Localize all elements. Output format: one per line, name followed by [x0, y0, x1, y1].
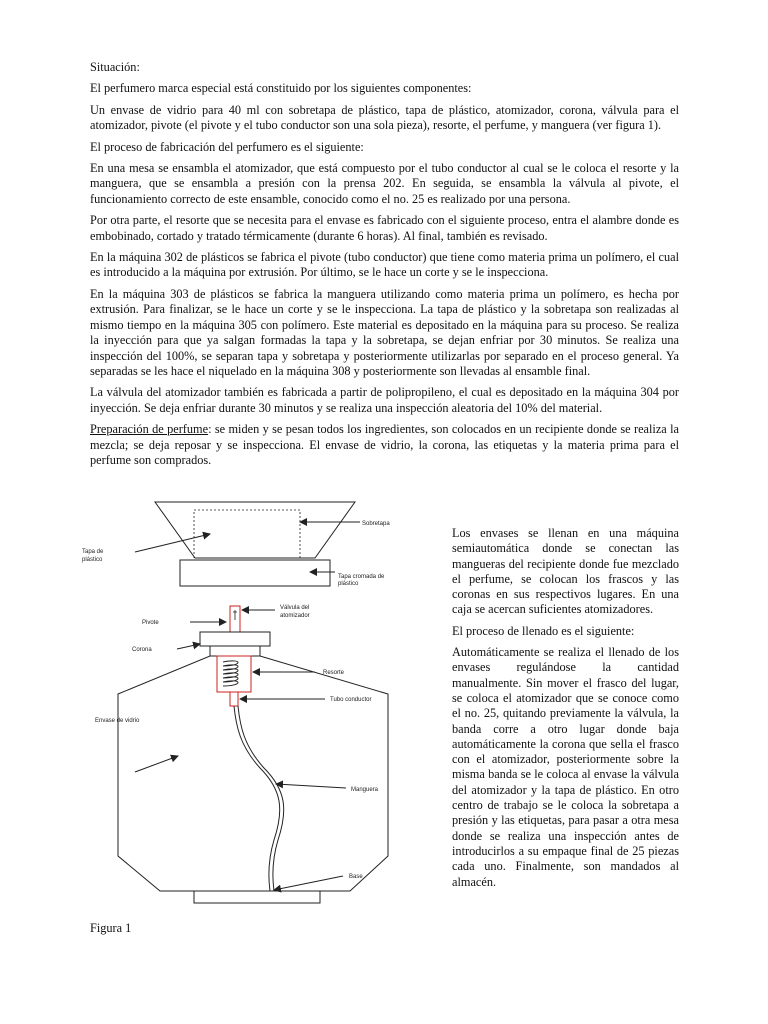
spring-coil: [223, 661, 238, 686]
arrow-crown: [177, 644, 200, 649]
side-text: [452, 526, 679, 896]
label-valvula-2: atomizador: [280, 613, 310, 619]
figure-1-diagram: [60, 490, 460, 910]
paragraph: Un envase de vidrio para 40 ml con sobretapa de plástico, tapa de plástico, atomizador, corona, válvula para el atomizador, pivote (el pivote y el tubo conductor son una sola pieza), resorte, el perfume, y manguera (ver figura 1).: [90, 102, 679, 133]
label-pivote: Pivote: [142, 620, 159, 626]
crown-neck: [210, 646, 260, 656]
main-text: [90, 60, 679, 474]
perfume-bottle-diagram: [60, 490, 460, 910]
tube-shape: [230, 692, 238, 706]
figure-caption: Figura 1: [90, 921, 132, 935]
label-valvula-1: Válvula del: [280, 605, 310, 611]
preparation-label: Preparación de perfume: [90, 422, 209, 437]
label-envase: Envase de vidrio: [95, 718, 140, 724]
glass-bottle-shape: [118, 656, 388, 891]
crown-shape: [200, 632, 270, 646]
heading: Situación:: [90, 60, 140, 74]
label-tapa-cromada-2: plástico: [338, 581, 359, 587]
label-tapa-plastico-2: plástico: [82, 557, 103, 563]
label-corona: Corona: [132, 647, 152, 653]
label-tubo-conductor: Tubo conductor: [330, 697, 372, 703]
label-manguera: Manguera: [351, 787, 379, 793]
plastic-cap-shape: [180, 560, 330, 586]
label-tapa-plastico-1: Tapa de: [82, 549, 104, 555]
paragraph: La válvula del atomizador también es fabricada a partir de polipropileno, el cual es depositado en la máquina 304 por inyección. Se deja enfriar durante 30 minutos y se realiza una inspección aleatoria del 10% del material.: [90, 385, 679, 415]
paragraph: En una mesa se ensambla el atomizador, que está compuesto por el tubo conductor al cual se le coloca el resorte y la manguera, que se ensambla a presión con la prensa 202. En seguida, se ensambla la válvula al pivote, el funcionamiento correcto de este ensamble, conocido como el no. 25 es realizado por una persona.: [90, 161, 679, 206]
hose-line-1: [234, 706, 280, 891]
base-shape: [194, 891, 320, 903]
arrow-hose: [276, 784, 346, 788]
paragraph: El proceso de fabricación del perfumero es el siguiente:: [90, 139, 364, 154]
paragraph: En la máquina 303 de plásticos se fabrica la manguera utilizando como materia prima un polímero, es hecha por extrusión. Para finalizar, se le hace un corte y se le inspecciona. La tapa de plástico y la sobretapa son realizadas al mismo tiempo en la máquina 305 con polímero. Este material es depositado en la máquina para su proceso. Se realiza la inyección para que ya salgan formadas la tapa y la sobretapa, se dejan enfriar por 30 minutos. Se realiza una inspección del 100%, se separan tapa y sobretapa y posteriormente utilizarlas por separado en el proceso general. Ya separadas se les hace el niquelado en la máquina 308 y posteriormente son llevadas al ensamble final.: [90, 286, 679, 378]
side-paragraph: El proceso de llenado es el siguiente:: [452, 623, 635, 638]
arrow-plastic-cap: [135, 534, 210, 552]
hose-line-2: [238, 706, 284, 891]
paragraph: Por otra parte, el resorte que se necesita para el envase es fabricado con el siguiente proceso, entra el alambre donde es embobinado, cortado y tratado térmicamente (durante 6 horas). Al final, también es revisado.: [90, 213, 679, 243]
preparation-text: : se miden y se pesan todos los ingredientes, son colocados en un recipiente donde se realiza la mezcla; se deja reposar y se inspecciona. El envase de vidrio, la corona, las etiquetas y la materia prima para el perfume son comprados.: [90, 422, 679, 467]
side-paragraph: Los envases se llenan en una máquina semiautomática donde se conectan las mangueras del recipiente donde fue mezclado el perfume, se colocan los frascos y las coronas en sus respectivos lugares. En una caja se acercan suficientes atomizadores.: [452, 526, 679, 617]
arrow-base: [274, 876, 343, 890]
label-sobretapa: Sobretapa: [362, 521, 390, 527]
side-paragraph: Automáticamente se realiza el llenado de los envases regulándose la cantidad manualmente. Sin mover el frasco del lugar, se coloca el atomizador que se conoce como el no. 25, quitando previamente la válvula, la banda corre a otro lugar donde baja automáticamente la corona que sella el frasco con el atomizador, posteriormente sobre la misma banda se le coloca al envase la válvula del atomizador y la tapa de plástico. En otro centro de trabajo se le coloca la sobretapa a presión y las etiquetas, para pasar a otra mesa donde se realiza una inspección antes de introducirlos a su empaque final de 25 piezas cada uno. Finalmente, son mandados al almacén.: [452, 645, 679, 889]
paragraph: El perfumero marca especial está constituido por los siguientes componentes:: [90, 81, 472, 96]
label-base: Base: [349, 874, 363, 880]
arrow-bottle: [135, 756, 178, 772]
label-tapa-cromada-1: Tapa cromada de: [338, 574, 385, 580]
paragraph: En la máquina 302 de plásticos se fabrica el pivote (tubo conductor) que tiene como materia prima un polímero, el cual es introducido a la máquina por extrusión. Por último, se le hace un corte y se le inspecciona.: [90, 250, 679, 280]
paragraph-preparacion: [90, 422, 679, 468]
valve-detail: [233, 610, 237, 620]
label-resorte: Resorte: [323, 670, 345, 676]
